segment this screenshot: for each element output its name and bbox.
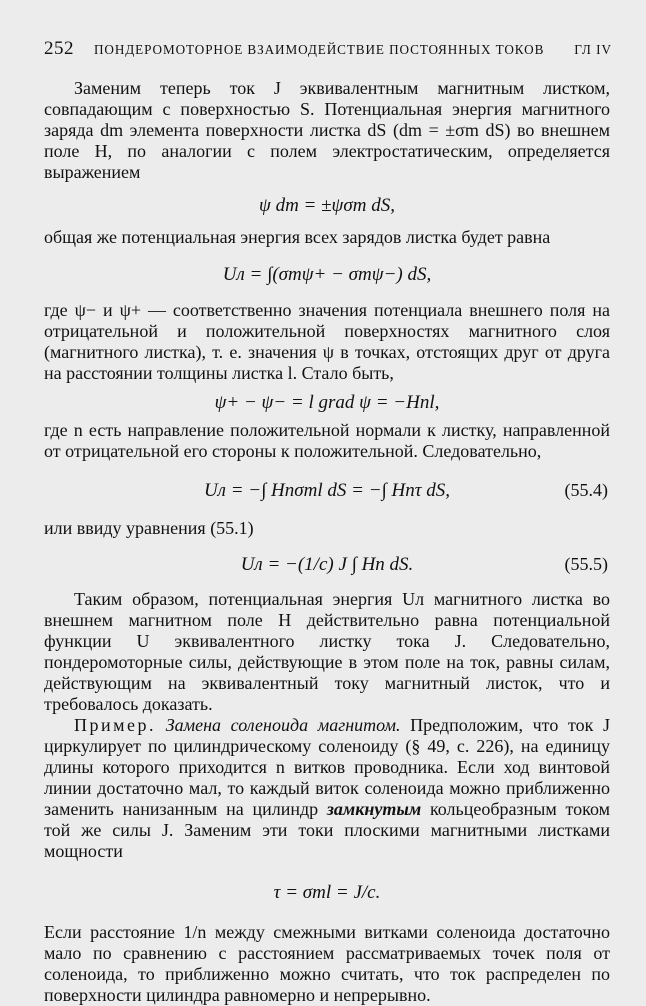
equation-5-number: (55.5): [564, 553, 608, 574]
equation-4-number: (55.4): [564, 479, 608, 500]
paragraph-7-part-b: кольцеобразным током той же силы J. Заменим эти токи плоскими магнитными листками мощности: [44, 799, 611, 861]
running-title: ПОНДЕРОМОТОРНОЕ ВЗАИМОДЕЙСТВИЕ ПОСТОЯННЫХ ТОКОВ: [94, 42, 545, 57]
example-label: Пример.: [74, 715, 157, 735]
paragraph-6: Таким образом, потенциальная энергия Uл магнитного листка во внешнем магнитном поле H действительно равна потенциальной функции U эквивалентного листку тока J. Следовательно, пондеромоторные силы, действующие в этом поле на ток, равны силам, действующим на эквивалентный току магнитный листок, что и требовалось доказать.: [44, 589, 610, 714]
equation-1-text: ψ dm = ±ψσm dS,: [259, 194, 395, 216]
paragraph-7-emphasis: замкнутым: [326, 799, 422, 819]
paragraph-2: общая же потенциальная энергия всех зарядов листка будет равна: [44, 227, 551, 247]
paragraph-5: или ввиду уравнения (55.1): [44, 518, 254, 538]
equation-1: [44, 183, 610, 227]
paragraph-8: Если расстояние 1/n между смежными витками соленоида достаточно мало по сравнению с расстоянием рассматриваемых точек поля от соленоида, то приближенно можно считать, что ток распределен по поверхности цилиндра равномерно и непрерывно.: [44, 922, 610, 1005]
paragraph-3: где ψ− и ψ+ — соответственно значения потенциала внешнего поля на отрицательной и положительной поверхностях магнитного слоя (магнитного листка), т. е. значения ψ в точках, отстоящих друг от друга на расстоянии толщины листка l. Стало быть,: [44, 300, 610, 383]
example-title: Замена соленоида магнитом.: [165, 715, 401, 735]
equation-4: [44, 462, 610, 518]
equation-6-text: τ = σml = J/c.: [273, 881, 381, 903]
paragraph-7-part-a: Предположим, что ток J циркулирует по цилиндрическому соленоиду (§ 49, с. 226), на единицу длины которого приходится n витков проводника. Если ход винтовой линии достаточно мал, то каждый виток соленоида можно приближенно заменить нанизанным на цилиндр: [44, 715, 611, 819]
paragraph-1: Заменим теперь ток J эквивалентным магнитным листком, совпадающим с поверхностью S. Потенциальная энергия магнитного заряда dm элемента поверхности листка dS (dm = ±σm dS) во внешнем поле H, по аналогии с полем электростатическим, определяется выражением: [44, 78, 610, 182]
equation-2: [44, 248, 610, 300]
paragraph-4: где n есть направление положительной нормали к листку, направленной от отрицательной его стороны к положительной. Следовательно,: [44, 420, 610, 461]
page-body: [44, 78, 610, 1006]
equation-6: [44, 862, 610, 922]
chapter-label: ГЛ IV: [574, 42, 612, 57]
running-header: [44, 38, 612, 62]
equation-4-text: Uл = −∫ Hnσml dS = −∫ Hnτ dS,: [203, 479, 451, 501]
equation-5: [44, 539, 610, 589]
equation-5-text: Uл = −(1/c) J ∫ Hn dS.: [240, 553, 414, 575]
equation-3-text: ψ+ − ψ− = l grad ψ = −Hnl,: [214, 391, 440, 413]
equation-3: [44, 384, 610, 420]
paragraph-7: [44, 715, 610, 862]
page-number: 252: [44, 38, 74, 59]
equation-2-text: Uл = ∫(σmψ+ − σmψ−) dS,: [222, 263, 432, 285]
